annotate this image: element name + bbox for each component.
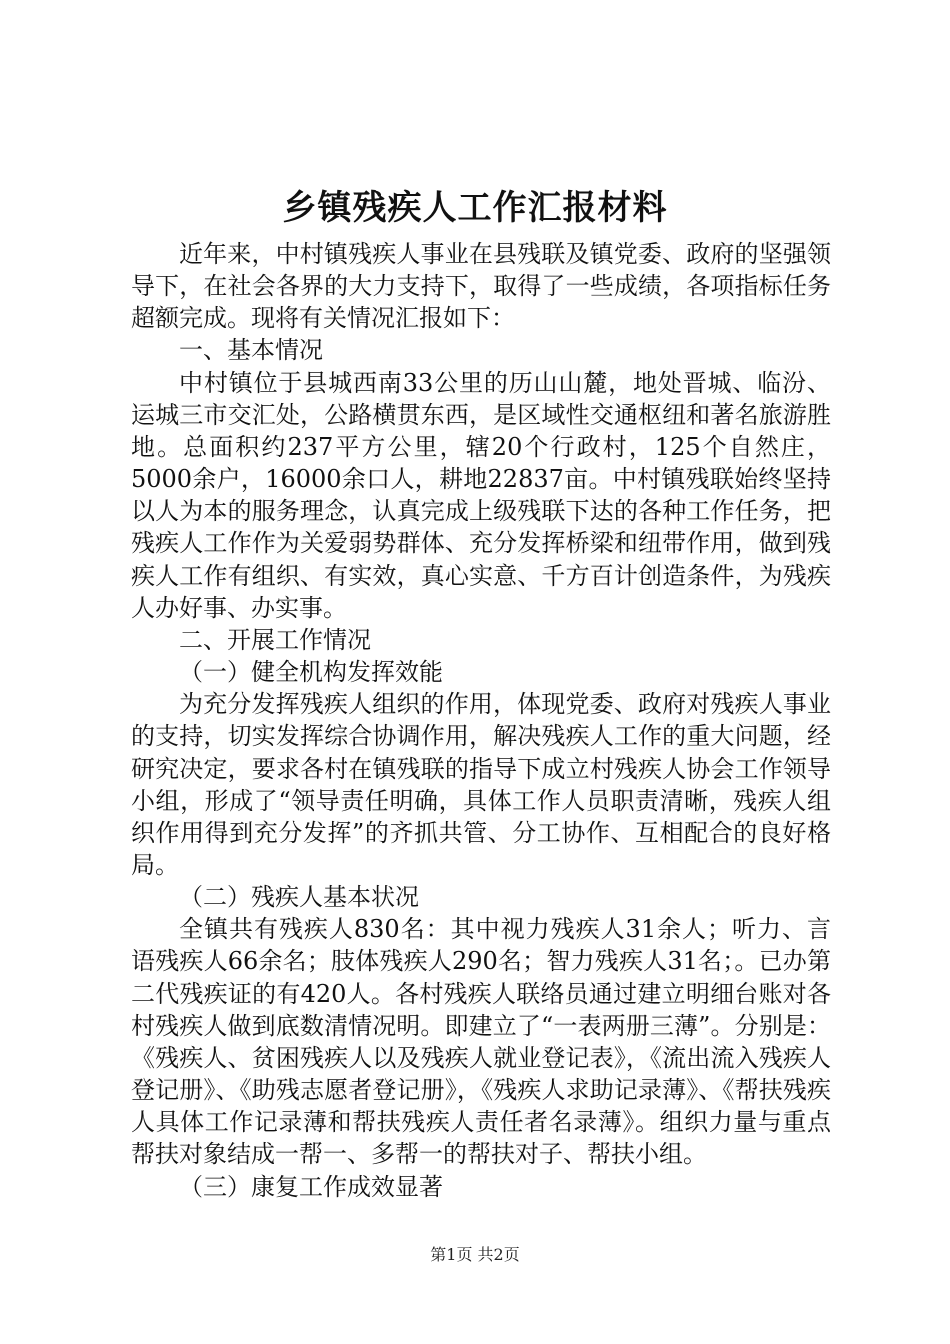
subsection-heading-organization: （一）健全机构发挥效能 <box>179 658 443 687</box>
basic-situation-paragraph: 中村镇位于县城西南33公里的历山山麓，地处晋城、临汾、运城三市交汇处，公路横贯东西，是区域性交通枢纽和著名旅游胜地。总面积约237平方公里，辖20个行政村，125个自然庄，5000余户，16000余口人，耕地22837亩。中村镇残联始终坚持以人为本的服务理念，认真完成上级残联下达的各种工作任务，把残疾人工作作为关爱弱势群体、充分发挥桥梁和纽带作用，做到残疾人工作有组织、有实效，真心实意、千方百计创造条件，为残疾人办好事、办实事。 <box>131 368 831 622</box>
document-body <box>131 238 831 1203</box>
document-title: 乡镇残疾人工作汇报材料 <box>282 188 668 228</box>
section-heading-work-progress: 二、开展工作情况 <box>179 625 371 654</box>
intro-paragraph: 近年来，中村镇残疾人事业在县残联及镇党委、政府的坚强领导下，在社会各界的大力支持下，取得了一些成绩，各项指标任务超额完成。现将有关情况汇报如下： <box>131 240 831 333</box>
subsection-heading-disabled-status: （二）残疾人基本状况 <box>179 883 419 912</box>
organization-paragraph: 为充分发挥残疾人组织的作用，体现党委、政府对残疾人事业的支持，切实发挥综合协调作用，解决残疾人工作的重大问题，经研究决定，要求各村在镇残联的指导下成立村残疾人协会工作领导小组，形成了“领导责任明确，具体工作人员职责清晰，残疾人组织作用得到充分发挥”的齐抓共管、分工协作、互相配合的良好格局。 <box>131 690 831 879</box>
section-heading-basic-situation: 一、基本情况 <box>179 336 323 365</box>
disabled-status-paragraph: 全镇共有残疾人830名：其中视力残疾人31余人；听力、言语残疾人66余名；肢体残疾人290名；智力残疾人31名；。已办第二代残疾证的有420人。各村残疾人联络员通过建立明细台账对各村残疾人做到底数清情况明。即建立了“一表两册三薄”。分别是：《残疾人、贫困残疾人以及残疾人就业登记表》，《流出流入残疾人登记册》、《助残志愿者登记册》，《残疾人求助记录薄》、《帮扶残疾人具体工作记录薄和帮扶残疾人责任者名录薄》。组织力量与重点帮扶对象结成一帮一、多帮一的帮扶对子、帮扶小组。 <box>131 915 831 1169</box>
subsection-heading-rehabilitation: （三）康复工作成效显著 <box>179 1172 443 1201</box>
page-number-footer: 第1页 共2页 <box>430 1245 520 1264</box>
